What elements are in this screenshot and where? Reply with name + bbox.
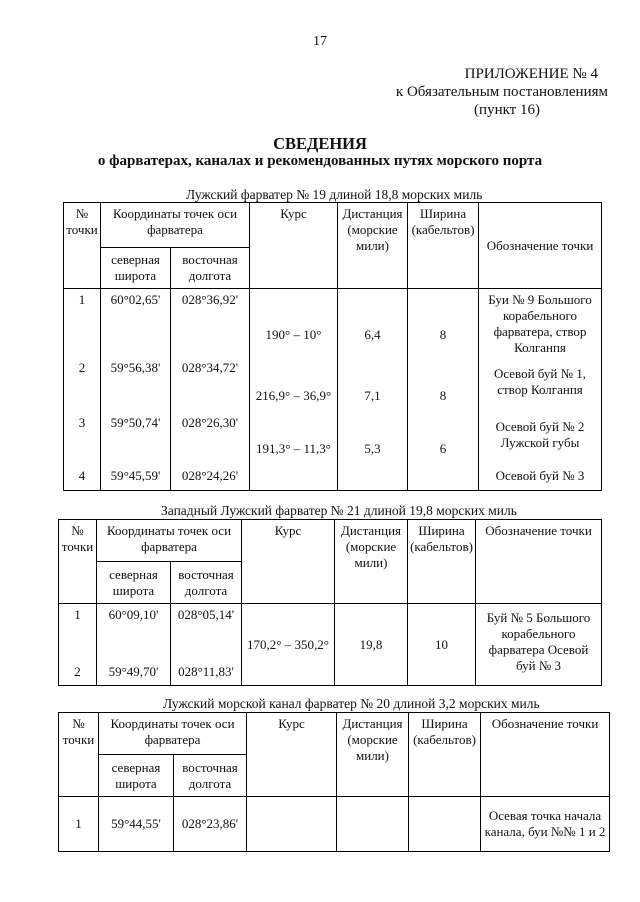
header-longitude: восточная долгота (171, 248, 250, 289)
latitude-value: 59°44,55' (99, 797, 174, 852)
width-value (409, 797, 481, 852)
distance-value: 7,1 (364, 388, 381, 403)
width-column (408, 604, 476, 686)
course-value: 216,9° – 36,9° (255, 388, 332, 403)
latitude-value: 59°56,38' (110, 360, 161, 375)
course-value: 191,3° – 11,3° (256, 441, 331, 456)
width-value: 10 (435, 637, 448, 652)
designation-value: Осевой буй № 2 Лужской губы (495, 419, 585, 450)
latitude-value: 60°09,10' (108, 607, 159, 622)
width-column (408, 289, 479, 491)
latitude-column (101, 289, 171, 491)
longitude-value: 028°05,14' (177, 607, 235, 622)
header-coordinates: Координаты точек оси фарватера (99, 713, 247, 755)
appendix-clause: (пункт 16) (474, 102, 540, 118)
header-width: Ширина (кабельтов) (408, 520, 476, 604)
table-caption-fairway-19: Лужский фарватер № 19 длиной 18,8 морских миль (186, 187, 483, 202)
designation-column (479, 289, 602, 491)
table-caption-channel-20: Лужский морской канал фарватер № 20 длиной 3,2 морских миль (163, 696, 540, 711)
width-value: 8 (439, 388, 447, 403)
width-value: 8 (439, 327, 447, 342)
point-number: 1 (59, 797, 99, 852)
latitude-value: 60°02,65' (110, 292, 161, 307)
appendix-title: ПРИЛОЖЕНИЕ № 4 (464, 66, 598, 82)
distance-value: 5,3 (364, 441, 381, 456)
longitude-value: 028°26,30' (181, 415, 239, 430)
header-distance: Дистанция (морские мили) (337, 713, 409, 797)
distance-column (335, 604, 408, 686)
document-subtitle: о фарватерах, каналах и рекомендованных путях морского порта (97, 153, 543, 169)
fairway-21-table (58, 519, 602, 686)
longitude-column (171, 604, 242, 686)
course-column (250, 289, 338, 491)
width-value: 6 (439, 441, 447, 456)
course-value (247, 797, 337, 852)
point-number: 3 (78, 415, 86, 430)
appendix-subtitle: к Обязательным постановлениям (395, 84, 608, 100)
designation-value: Осевая точка начала канала, буи №№ 1 и 2 (481, 797, 610, 852)
designation-value: Буи № 9 Большого корабельного фарватера, створ Колганпя (488, 292, 592, 355)
latitude-column (97, 604, 171, 686)
designation-value: Буй № 5 Большого корабельного фарватера Осевой буй № 3 (486, 610, 591, 673)
header-latitude: северная широта (97, 562, 171, 604)
designation-value: Осевой буй № 1, створ Колганпя (493, 366, 587, 397)
latitude-value: 59°50,74' (110, 415, 161, 430)
point-number: 1 (74, 607, 81, 622)
header-distance: Дистанция (морские мили) (338, 203, 408, 289)
longitude-value: 028°34,72' (181, 360, 239, 375)
header-point-number: № точки (59, 713, 99, 797)
header-designation: Обозначение точки (476, 520, 602, 604)
header-width: Ширина (кабельтов) (409, 713, 481, 797)
longitude-value: 028°36,92' (181, 292, 239, 307)
designation-column (476, 604, 602, 686)
header-longitude: восточная долгота (171, 562, 242, 604)
distance-value: 19,8 (359, 637, 383, 652)
header-course: Курс (242, 520, 335, 604)
header-course: Курс (247, 713, 337, 797)
header-designation: Обозначение точки (481, 713, 610, 797)
point-number: 4 (78, 468, 86, 483)
longitude-value: 028°11,83' (178, 664, 234, 679)
course-value: 170,2° – 350,2° (247, 637, 329, 652)
header-width: Ширина (кабельтов) (408, 203, 479, 289)
table-caption-fairway-21: Западный Лужский фарватер № 21 длиной 19,8 морских миль (161, 503, 517, 518)
page-number: 17 (313, 34, 327, 49)
point-number: 1 (78, 292, 86, 307)
header-latitude: северная широта (101, 248, 171, 289)
header-course: Курс (250, 203, 338, 289)
distance-value: 6,4 (364, 327, 381, 342)
channel-20-table (58, 712, 610, 852)
header-coordinates: Координаты точек оси фарватера (97, 520, 242, 562)
header-point-number: № точки (64, 203, 101, 289)
point-number: 2 (74, 664, 81, 679)
latitude-value: 59°45,59' (110, 468, 161, 483)
header-longitude: восточная долгота (174, 755, 247, 797)
document-title: СВЕДЕНИЯ (273, 134, 367, 153)
distance-value (337, 797, 409, 852)
course-column (242, 604, 335, 686)
course-value: 190° – 10° (265, 327, 322, 342)
header-distance: Дистанция (морские мили) (335, 520, 408, 604)
longitude-value: 028°23,86' (174, 797, 247, 852)
distance-column (338, 289, 408, 491)
fairway-19-table (63, 202, 602, 491)
designation-value: Осевой буй № 3 (495, 468, 585, 483)
point-number: 2 (78, 360, 86, 375)
longitude-value: 028°24,26' (181, 468, 239, 483)
header-coordinates: Координаты точек оси фарватера (101, 203, 250, 248)
header-point-number: № точки (59, 520, 97, 604)
header-latitude: северная широта (99, 755, 174, 797)
latitude-value: 59°49,70' (108, 664, 159, 679)
header-designation: Обозначение точки (479, 203, 602, 289)
point-number-column (59, 604, 97, 686)
point-number-column (64, 289, 101, 491)
longitude-column (171, 289, 250, 491)
